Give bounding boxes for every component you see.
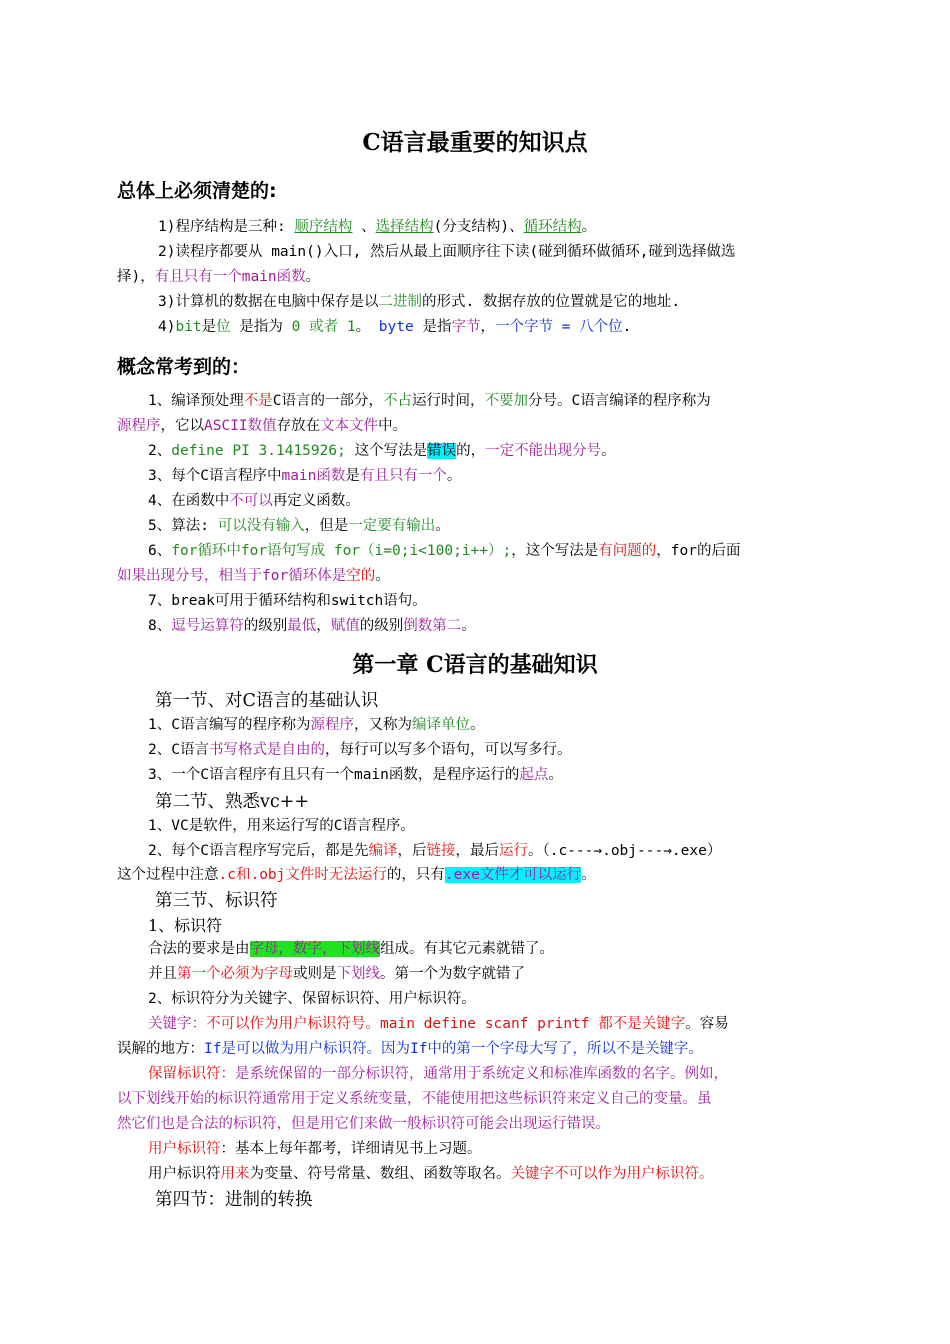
s1-line-1: 1、C语言编写的程序称为源程序，又称为编译单位。 [148,717,485,733]
overall-line-1: 1)程序结构是三种: 顺序结构 、选择结构(分支结构)、循环结构。 [158,219,597,235]
s3-line-1: 合法的要求是由字母，数字，下划线组成。有其它元素就错了。 [148,941,554,957]
s3-line-2: 并且第一个必须为字母或则是下划线。第一个为数字就错了 [148,966,525,982]
reserved-line-c: 然它们也是合法的标识符，但是用它们来做一般标识符可能会出现运行错误。 [117,1116,610,1132]
s1-line-2: 2、C语言书写格式是自由的，每行可以写多个语句，可以写多行。 [148,742,572,758]
concept-1b: 源程序，它以ASCII数值存放在文本文件中。 [117,418,408,434]
chapter-title: 第一章 C语言的基础知识 [352,652,598,678]
concept-1a: 1、编译预处理不是C语言的一部分，不占运行时间，不要加分号。C语言编译的程序称为 [148,393,711,409]
concept-2: 2、define PI 3.1415926; 这个写法是错误的，一定不能出现分号。 [148,443,616,459]
section-2-title: 第二节、熟悉vc++ [155,792,310,812]
concept-7: 7、break可用于循环结构和switch语句。 [148,593,427,609]
overall-line-4: 4)bit是位 是指为 0 或者 1。 byte 是指字节，一个字节 = 八个位. [158,319,632,335]
reserved-line-a: 保留标识符：是系统保留的一部分标识符，通常用于系统定义和标准库函数的名字。例如， [148,1066,728,1082]
concept-3: 3、每个C语言程序中main函数是有且只有一个。 [148,468,462,484]
s2-line-3: 这个过程中注意.c和.obj文件时无法运行的，只有.exe文件才可以运行。 [117,867,596,883]
s3-heading-1: 1、标识符 [148,916,223,935]
s2-line-2: 2、每个C语言程序写完后，都是先编译，后链接，最后运行。（.c---→.obj---→.exe） [148,843,722,859]
keyword-line-a: 关键字：不可以作为用户标识符号。main define scanf printf 都不是关键字。容易 [148,1016,729,1032]
user-id-line-b: 用户标识符用来为变量、符号常量、数组、函数等取名。关键字不可以作为用户标识符。 [148,1166,714,1182]
user-id-line-a: 用户标识符：基本上每年都考，详细请见书上习题。 [148,1141,482,1157]
overall-line-2a: 2)读程序都要从 main()入口, 然后从最上面顺序往下读(碰到循环做循环,碰到选择做选 [158,244,736,260]
concept-6a: 6、for循环中for语句写成 for（i=0;i<100;i++）;，这个写法是有问题的，for的后面 [148,543,741,559]
s1-line-3: 3、一个C语言程序有且只有一个main函数，是程序运行的起点。 [148,767,563,783]
section-heading-concepts: 概念常考到的： [117,356,251,378]
section-4-title: 第四节：进制的转换 [155,1190,313,1210]
s3-line-3: 2、标识符分为关键字、保留标识符、用户标识符。 [148,991,476,1007]
concept-6b: 如果出现分号，相当于for循环体是空的。 [117,568,390,584]
keyword-line-b: 误解的地方：If是可以做为用户标识符。因为If中的第一个字母大写了，所以不是关键字。 [117,1041,703,1057]
section-3-title: 第三节、标识符 [155,891,278,911]
concept-4: 4、在函数中不可以再定义函数。 [148,493,360,509]
section-1-title: 第一节、对C语言的基础认识 [155,691,379,711]
overall-line-3: 3)计算机的数据在电脑中保存是以二进制的形式. 数据存放的位置就是它的地址. [158,294,681,310]
reserved-line-b: 以下划线开始的标识符通常用于定义系统变量，不能使用把这些标识符来定义自己的变量。虽 [117,1091,712,1107]
section-heading-overall: 总体上必须清楚的: [117,180,277,202]
concept-5: 5、算法: 可以没有输入，但是一定要有输出。 [148,518,450,534]
concept-8: 8、逗号运算符的级别最低，赋值的级别倒数第二。 [148,618,476,634]
s2-line-1: 1、VC是软件，用来运行写的C语言程序。 [148,818,415,834]
page-title: C语言最重要的知识点 [362,129,588,156]
overall-line-2b: 择)，有且只有一个main函数。 [117,269,321,285]
